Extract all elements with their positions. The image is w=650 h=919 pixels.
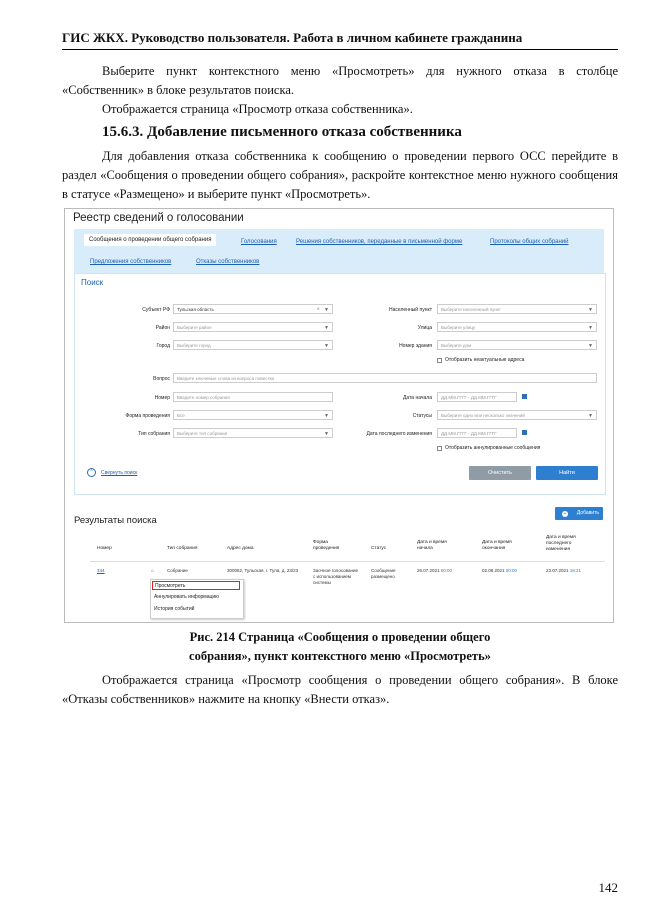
row-last: 23.07.2021 18:21 [546,568,582,573]
date-start-label: Дата начала [403,395,432,401]
number-input[interactable]: Введите номер собрания [173,392,333,402]
question-input[interactable]: Введите ключевые слова из вопроса повестки [173,373,597,383]
district-select[interactable]: Выберите район ▼ [173,322,333,332]
statuses-label: Статусы [412,413,432,419]
chevron-down-icon: ▼ [588,343,593,349]
city-select[interactable]: Выберите город ▼ [173,340,333,350]
figure-caption-line-2: собрания», пункт контекстного меню «Просмотреть» [189,649,491,663]
menu-item-history[interactable]: История событий [154,606,195,612]
row-type: Собрание [167,568,188,573]
tabs-panel [74,229,604,273]
context-menu-icon[interactable]: ⌂ [151,568,155,574]
house-select[interactable]: Выберите дом ▼ [437,340,597,350]
question-label: Вопрос [153,376,170,382]
row-number-link[interactable]: 344 [97,568,105,573]
col-type: Тип собрания [167,546,198,551]
chevron-down-icon: ▼ [324,307,329,313]
district-label: Район [155,325,170,331]
results-title: Результаты поиска [74,515,157,526]
tab-owner-refusals[interactable]: Отказы собственников [196,259,260,265]
col-last: Дата и время последнего изменения [546,535,576,552]
row-address: 300062, Тульская, г. Тула, д. 23/23 [227,568,299,573]
page-number: 142 [598,880,618,895]
search-panel [74,273,606,495]
form-select[interactable]: Все ▼ [173,410,333,420]
clear-button[interactable]: Очистить [469,466,531,480]
chevron-down-icon: ▼ [324,343,329,349]
figure-caption-line-1: Рис. 214 Страница «Сообщения о проведении общего [189,630,491,644]
collapse-icon[interactable]: ^ [87,468,96,477]
add-button-label: Добавить [576,510,599,516]
menu-item-view[interactable]: Просмотреть [152,581,240,590]
chevron-down-icon: ▼ [588,413,593,419]
irrelevant-addresses-checkbox[interactable] [437,358,442,363]
house-label: Номер здания [399,343,432,349]
number-label: Номер [154,395,170,401]
chevron-down-icon: ▼ [588,307,593,313]
street-select[interactable]: Выберите улицу ▼ [437,322,597,332]
row-status: Сообщение размещено [371,568,396,579]
tab-written-decisions[interactable]: Решения собственников, переданные в письменной форме [296,239,463,245]
menu-item-annul[interactable]: Аннулировать информацию [154,594,219,600]
collapse-search-link[interactable]: Свернуть поиск [101,470,138,476]
col-number: Номер [97,546,112,551]
last-change-input[interactable]: ДД.ММ.ГГГГ - ДД.ММ.ГГГГ [437,428,517,438]
clear-icon[interactable]: × [316,307,320,313]
tab-meeting-messages[interactable]: Сообщения о проведении общего собрания [84,234,216,246]
figure-screenshot [64,208,614,623]
settlement-select[interactable]: Выберите населенный пункт ▼ [437,304,597,314]
plus-icon: + [563,510,567,517]
paragraph-1: Выберите пункт контекстного меню «Просмотреть» для нужного отказа в столбце «Собственник» в блоке результатов поиска. [62,64,618,97]
last-change-label: Дата последнего изменения [366,431,432,437]
street-label: Улица [417,325,432,331]
paragraph-3: Для добавления отказа собственника к сообщению о проведении первого ОСС перейдите в раздел «Сообщения о проведении общего собрания», раскройте контекстное меню нужного сообщения в статусе «Размещено» и выберите пункт «Просмотреть». [62,149,618,201]
chevron-down-icon: ▼ [588,325,593,331]
chevron-down-icon: ▼ [324,431,329,437]
meeting-type-label: Тип собрания [138,431,170,437]
statuses-select[interactable]: Выберите одно или несколько значений ▼ [437,410,597,420]
chevron-down-icon: ▼ [324,325,329,331]
context-menu [150,579,244,619]
meeting-type-select[interactable]: Выберите тип собрания ▼ [173,428,333,438]
table-divider [90,561,605,562]
settlement-label: Населенный пункт [388,307,432,313]
col-status: Статус [371,546,387,551]
registry-title: Реестр сведений о голосовании [73,212,244,224]
annulled-messages-label: Отобразить аннулированные сообщения [445,445,541,451]
calendar-icon[interactable] [522,430,527,435]
chevron-down-icon: ▼ [324,413,329,419]
col-form: Форма проведения [313,540,340,551]
row-end: 02.08.2021 00:00 [482,568,518,573]
date-start-input[interactable]: ДД.ММ.ГГГГ - ДД.ММ.ГГГГ [437,392,517,402]
subject-label: Субъект РФ [142,307,170,313]
subject-select[interactable]: Тульская область × ▼ [173,304,333,314]
calendar-icon[interactable] [522,394,527,399]
city-label: Город [156,343,170,349]
add-button[interactable] [555,507,603,520]
page-header: ГИС ЖКХ. Руководство пользователя. Работа в личном кабинете гражданина [62,30,618,50]
paragraph-4: Отображается страница «Просмотр сообщения о проведении общего собрания». В блоке «Отказы собственников» нажмите на кнопку «Внести отказ». [62,673,618,706]
annulled-messages-checkbox[interactable] [437,446,442,451]
search-title: Поиск [81,278,104,287]
row-form: Заочное голосование с использованием системы [313,568,358,585]
row-start: 26.07.2021 00:00 [417,568,453,573]
tab-owner-proposals[interactable]: Предложения собственников [90,259,172,265]
tab-votings[interactable]: Голосования [241,239,277,245]
irrelevant-addresses-label: Отобразить неактуальные адреса [445,357,525,363]
find-button[interactable]: Найти [536,466,598,480]
paragraph-2: Отображается страница «Просмотр отказа собственника». [102,102,413,116]
form-label: Форма проведения [125,413,170,419]
col-end: Дата и время окончания [482,540,512,551]
col-address: Адрес дома [227,546,254,551]
col-start: Дата и время начала [417,540,447,551]
section-title: 15.6.3. Добавление письменного отказа собственника [102,124,462,140]
tab-protocols[interactable]: Протоколы общих собраний [490,239,569,245]
